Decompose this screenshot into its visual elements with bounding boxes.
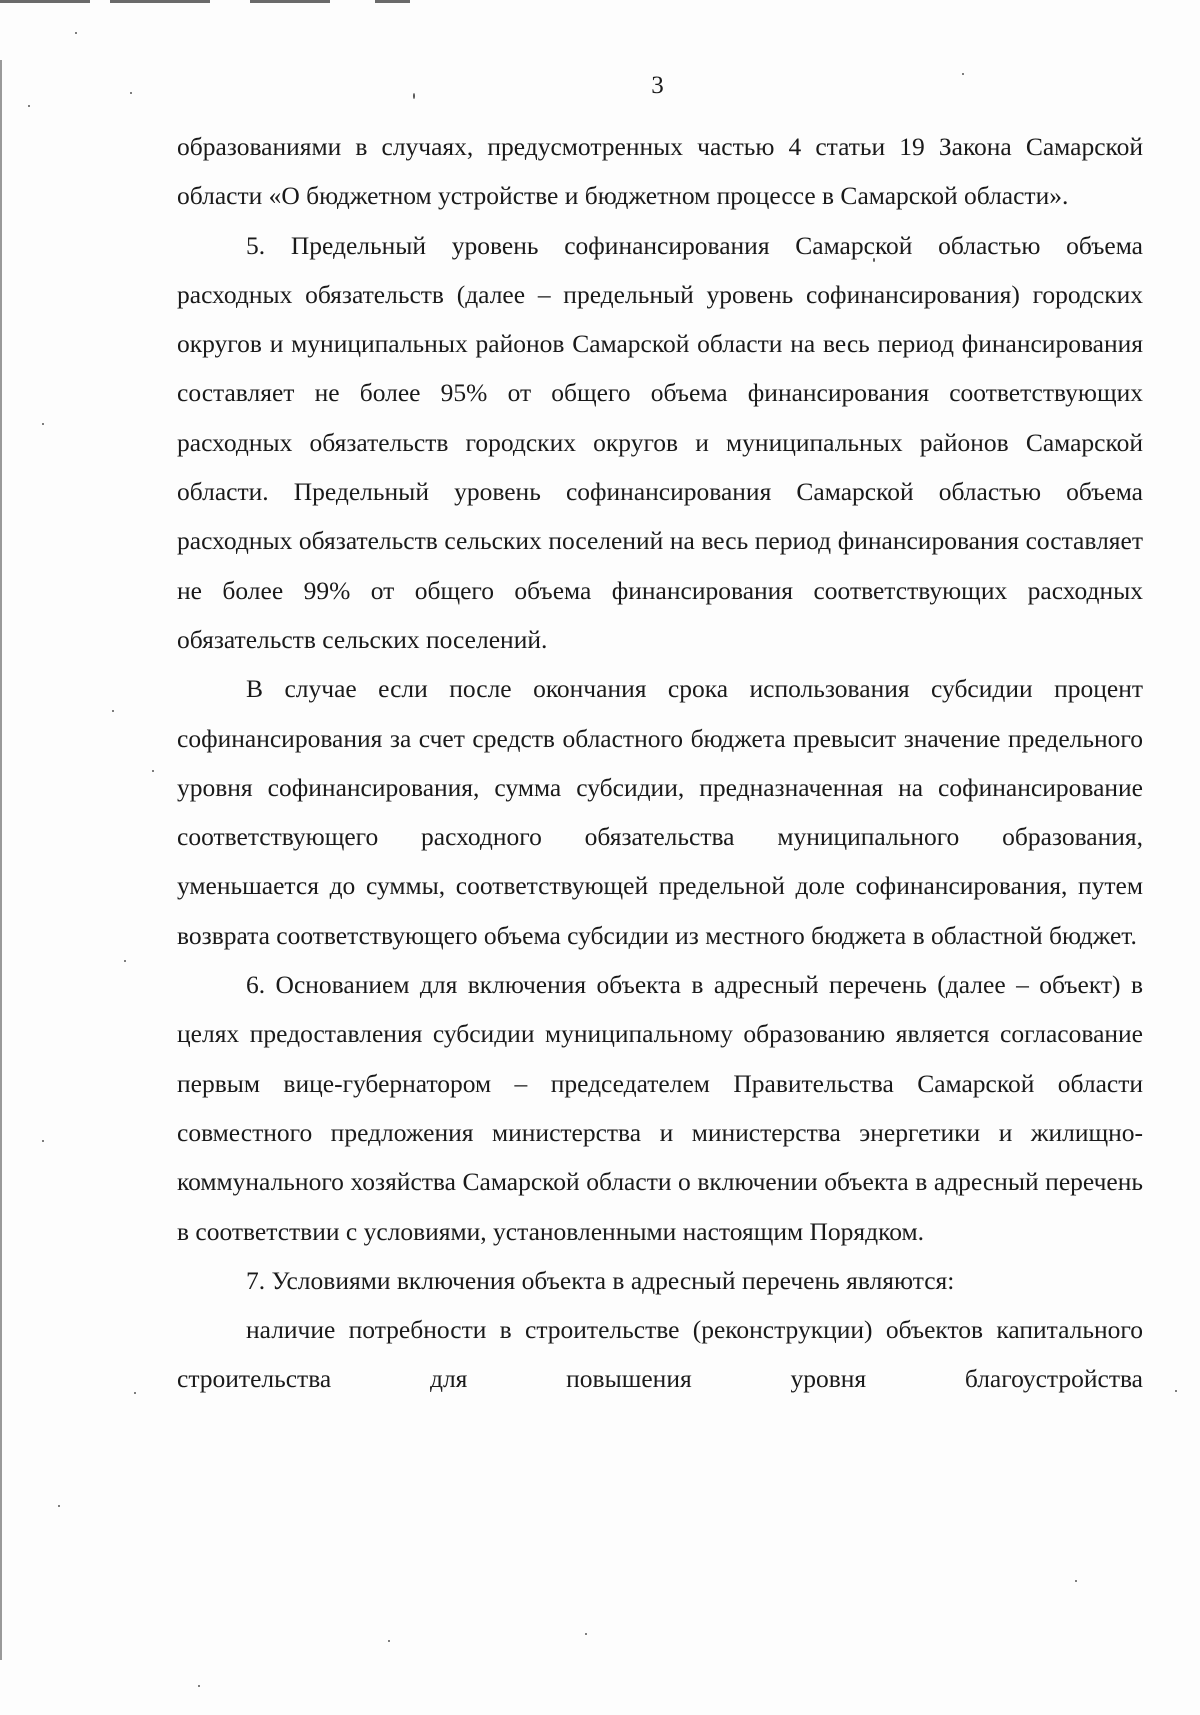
paragraph-item-5: 5. Предельный уровень софинансирования Самарской областью объема расходных обязательств (далее – предельный уровень софинансирования) городских округов и муниципальных районов Самарской области на весь период финансирования составляет не более 95% от общего объема финансирования соответствующих расходных обязательств городских округов и муниципальных районов Самарской области. Предельный уровень софинансирования Самарской областью объема расходных обязательств сельских поселений на весь период финансирования составляет не более 99% от общего объема финансирования соответствующих расходных обязательств сельских поселений. <box>177 230 1143 654</box>
paragraph-item-7: 7. Условиями включения объекта в адресный перечень являются: <box>246 1265 955 1295</box>
scan-speck <box>1075 1580 1077 1582</box>
scan-speck <box>134 1392 136 1394</box>
scan-speck <box>1175 1390 1177 1392</box>
scan-speck <box>42 1140 44 1142</box>
paragraph-subsidy-excess: В случае если после окончания срока использования субсидии процент софинансирования за счет средств областного бюджета превысит значение предельного уровня софинансирования, сумма субсидии, предназначенная на софинансирование соответствующего расходного обязательства муниципального образования, уменьшается до суммы, соответствующей предельной доле софинансирования, путем возврата соответствующего объема субсидии из местного бюджета в областной бюджет. <box>177 674 1143 950</box>
scan-speck <box>388 1640 390 1642</box>
scan-speck <box>585 1633 587 1635</box>
scan-edge-top <box>0 0 420 3</box>
paragraph-condition-1: наличие потребности в строительстве (реконструкции) объектов капитального строительства для повышения уровня благоустройства <box>177 1315 1143 1394</box>
scan-speck <box>112 710 114 712</box>
scan-edge-left <box>0 60 2 1660</box>
page-number: 3 <box>651 72 664 99</box>
paragraph-continuation: образованиями в случаях, предусмотренных частью 4 статьи 19 Закона Самарской области «О бюджетном устройстве и бюджетном процессе в Самарской области». <box>177 132 1143 211</box>
scan-speck <box>152 770 154 772</box>
scan-speck <box>75 32 77 34</box>
document-body <box>177 122 1143 1404</box>
scan-speck <box>124 960 126 962</box>
scan-speck <box>28 105 30 107</box>
scan-speck <box>58 1505 60 1507</box>
scan-speck <box>42 423 44 425</box>
paragraph-item-6: 6. Основанием для включения объекта в адресный перечень (далее – объект) в целях предоставления субсидии муниципальному образованию является согласование первым вице-губернатором – председателем Правительства Самарской области совместного предложения министерства и министерства энергетики и жилищно-коммунального хозяйства Самарской области о включении объекта в адресный перечень в соответствии с условиями, установленными настоящим Порядком. <box>177 970 1143 1246</box>
scan-speck <box>198 1685 200 1687</box>
